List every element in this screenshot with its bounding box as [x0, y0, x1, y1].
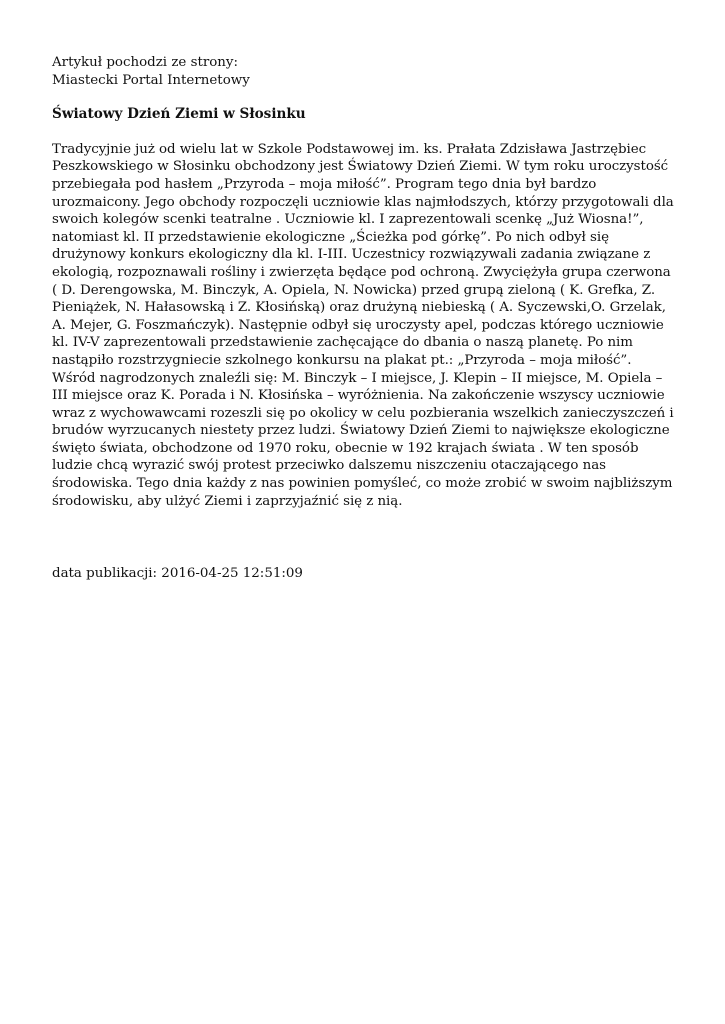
source-site-name: Miastecki Portal Internetowy	[52, 72, 250, 88]
document-page	[52, 54, 677, 583]
article-body: Tradycyjnie już od wielu lat w Szkole Podstawowej im. ks. Prałata Zdzisława Jastrzębiec Peszkowskiego w Słosinku obchodzony jest Światowy Dzień Ziemi. W tym roku uroczystość przebiegała pod hasłem „Przyroda – moja miłość”. Program tego dnia był bardzo urozmaicony. Jego obchody rozpoczęli uczniowie klas najmłodszych, którzy przygotowali dla swoich kolegów scenki teatralne . Uczniowie kl. I zaprezentowali scenkę „Już Wiosna!”, natomiast kl. II przedstawienie ekologiczne „Ścieżka pod górkę”. Po nich odbył się drużynowy konkurs ekologiczny dla kl. I-III. Uczestnicy rozwiązywali zadania związane z ekologią, rozpoznawali rośliny i zwierzęta będące pod ochroną. Zwyciężyła grupa czerwona ( D. Derengowska, M. Binczyk, A. Opiela, N. Nowicka) przed grupą zieloną ( K. Grefka, Z. Pieniążek, N. Hałasowską i Z. Kłosińską) oraz drużyną niebieską ( A. Syczewski,O. Grzelak, A. Mejer, G. Foszmańczyk). Następnie odbył się uroczysty apel, podczas którego uczniowie kl. IV-V zaprezentowali przedstawienie zachęcające do dbania o naszą planetę. Po nim nastąpiło rozstrzygniecie szkolnego konkursu na plakat pt.: „Przyroda – moja miłość”. Wśród nagrodzonych znaleźli się: M. Binczyk – I miejsce, J. Klepin – II miejsce, M. Opiela – III miejsce oraz K. Porada i N. Kłosińska – wyróżnienia. Na zakończenie wszyscy uczniowie wraz z wychowawcami rozeszli się po okolicy w celu pozbierania wszelkich zanieczyszczeń i brudów wyrzucanych niestety przez ludzi. Światowy Dzień Ziemi to największe ekologiczne święto świata, obchodzone od 1970 roku, obecnie w 192 krajach świata . W ten sposób ludzie chcą wyrazić swój protest przeciwko dalszemu niszczeniu otaczającego nas środowiska. Tego dnia każdy z nas powinien pomyśleć, co może zrobić w swoim najbliższym środowisku, aby ulżyć Ziemi i zaprzyjaźnić się z nią.	[52, 141, 674, 509]
source-attribution	[52, 54, 677, 89]
publication-date: data publikacji: 2016-04-25 12:51:09	[52, 566, 303, 582]
source-label: Artykuł pochodzi ze strony:	[52, 55, 238, 70]
article-title: Światowy Dzień Ziemi w Słosinku	[52, 106, 306, 123]
